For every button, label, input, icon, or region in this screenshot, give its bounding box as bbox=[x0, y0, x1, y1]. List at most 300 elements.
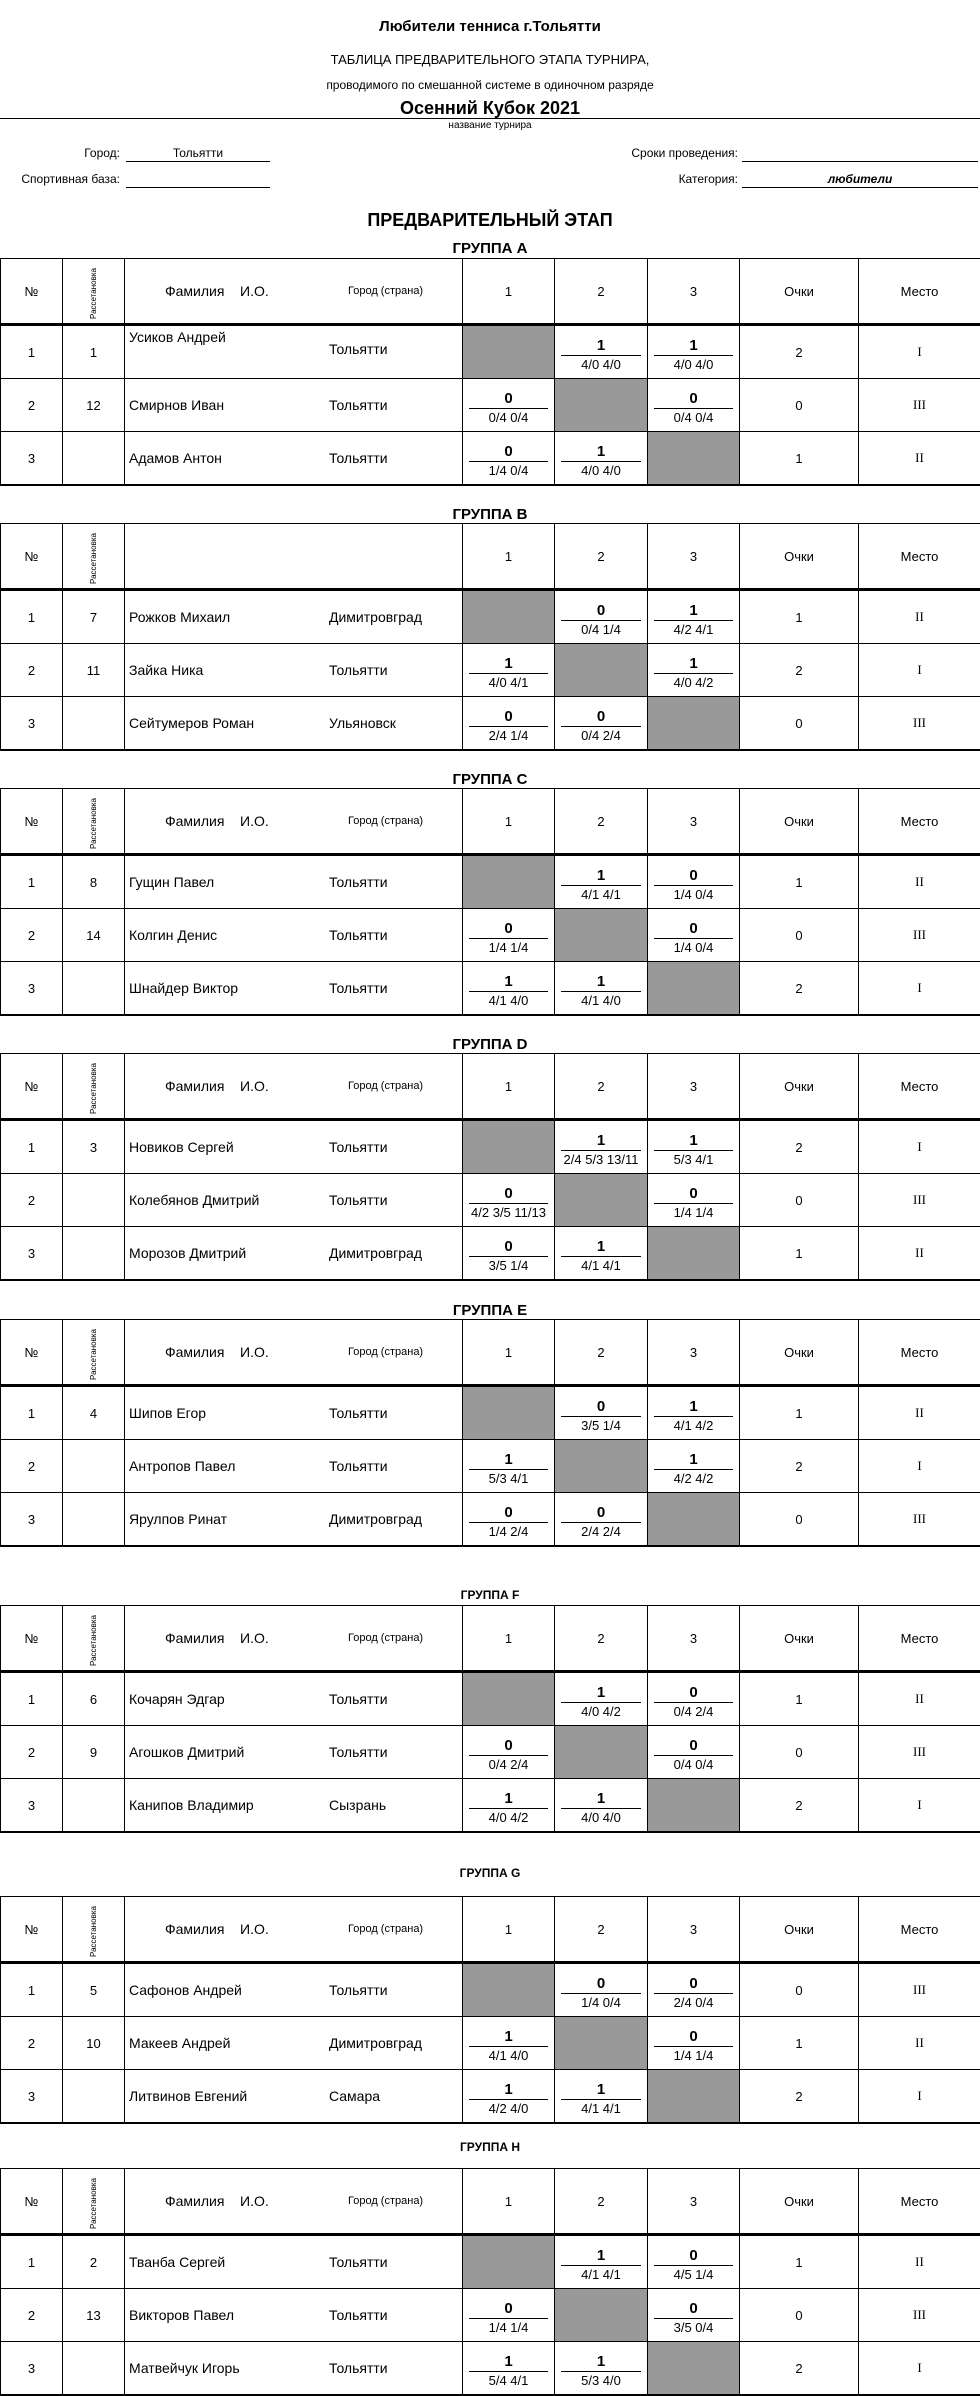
col-num-header: № bbox=[1, 1606, 63, 1672]
match-score bbox=[463, 2070, 554, 2122]
match-result-cell bbox=[555, 432, 648, 486]
player-name: Сафонов Андрей bbox=[125, 1982, 329, 1998]
match-result-cell bbox=[648, 2017, 740, 2070]
diagonal-cell bbox=[463, 1963, 555, 2017]
col-seed-header bbox=[63, 1054, 125, 1120]
diagonal-cell bbox=[463, 2235, 555, 2289]
match-result-cell bbox=[648, 1440, 740, 1493]
match-set-scores: 1/4 1/4 bbox=[654, 1203, 733, 1222]
player-row bbox=[1, 379, 980, 432]
place-value: III bbox=[859, 697, 980, 751]
match-win-flag: 1 bbox=[463, 2342, 554, 2371]
diagonal-cell bbox=[648, 1779, 740, 1833]
place-value: III bbox=[859, 909, 980, 962]
match-win-flag: 1 bbox=[463, 2070, 554, 2099]
match-set-scores: 0/4 0/4 bbox=[654, 1755, 733, 1774]
seed-header-text: Рассетановка bbox=[89, 268, 98, 319]
match-win-flag: 0 bbox=[648, 2289, 739, 2318]
match-result-cell bbox=[648, 644, 740, 697]
col-c2-header: 2 bbox=[555, 259, 648, 325]
match-win-flag: 0 bbox=[648, 856, 739, 885]
player-row bbox=[1, 1440, 980, 1493]
match-win-flag: 0 bbox=[555, 1387, 647, 1416]
player-row bbox=[1, 2289, 980, 2342]
table-subtitle: проводимого по смешанной системе в одиночном разряде bbox=[0, 78, 980, 92]
col-place-header: Место bbox=[859, 1897, 980, 1963]
col-points-header: Очки bbox=[740, 259, 859, 325]
player-row bbox=[1, 2235, 980, 2289]
match-win-flag: 0 bbox=[463, 697, 554, 726]
points-value: 2 bbox=[740, 1779, 859, 1833]
player-name: Шнайдер Виктор bbox=[125, 980, 329, 996]
match-score bbox=[555, 591, 647, 643]
col-num-header: № bbox=[1, 1897, 63, 1963]
player-info bbox=[125, 1174, 462, 1226]
group-title: ГРУППА E bbox=[0, 1302, 980, 1319]
col-c3-header: 3 bbox=[648, 1320, 740, 1386]
player-name-city bbox=[125, 2254, 388, 2270]
match-score bbox=[463, 432, 554, 484]
match-set-scores: 4/2 4/2 bbox=[654, 1469, 733, 1488]
col-name-header bbox=[125, 259, 463, 325]
match-set-scores: 4/0 4/2 bbox=[654, 673, 733, 692]
player-name: Смирнов Иван bbox=[125, 397, 329, 413]
surname-header bbox=[125, 813, 330, 829]
name-header bbox=[125, 2169, 462, 2233]
col-name-header bbox=[125, 789, 463, 855]
group-table bbox=[0, 2168, 980, 2396]
points-value: 1 bbox=[740, 590, 859, 644]
points-value: 0 bbox=[740, 379, 859, 432]
group-table bbox=[0, 788, 980, 1016]
place-value: I bbox=[859, 2342, 980, 2396]
match-score bbox=[555, 1673, 647, 1725]
player-name: Гущин Павел bbox=[125, 874, 329, 890]
match-score bbox=[555, 432, 647, 484]
seed-header-text: Рассетановка bbox=[89, 1063, 98, 1114]
match-set-scores: 4/2 4/1 bbox=[654, 620, 733, 639]
match-set-scores: 4/0 4/0 bbox=[561, 1808, 641, 1827]
match-win-flag: 0 bbox=[648, 1174, 739, 1203]
player-row bbox=[1, 2342, 980, 2396]
match-result-cell bbox=[555, 855, 648, 909]
player-name: Литвинов Евгений bbox=[125, 2088, 329, 2104]
player-info bbox=[125, 1779, 462, 1831]
match-result-cell bbox=[555, 2235, 648, 2289]
match-result-cell bbox=[463, 2070, 555, 2124]
place-value: I bbox=[859, 644, 980, 697]
col-seed-header bbox=[63, 1606, 125, 1672]
match-set-scores: 5/3 4/0 bbox=[561, 2371, 641, 2390]
match-win-flag: 1 bbox=[648, 1440, 739, 1469]
diagonal-cell bbox=[463, 590, 555, 644]
seed-number: 7 bbox=[63, 590, 125, 644]
player-cell bbox=[125, 379, 463, 432]
player-info bbox=[125, 379, 462, 431]
col-place-header: Место bbox=[859, 1320, 980, 1386]
diagonal-cell bbox=[463, 855, 555, 909]
header-row bbox=[1, 2169, 980, 2235]
place-value: III bbox=[859, 379, 980, 432]
player-name: Шипов Егор bbox=[125, 1405, 329, 1421]
match-score bbox=[463, 1174, 554, 1226]
venue-value bbox=[126, 172, 270, 188]
match-win-flag: 1 bbox=[648, 326, 739, 355]
col-c1-header: 1 bbox=[463, 1606, 555, 1672]
col-c2-header: 2 bbox=[555, 1897, 648, 1963]
player-name-city bbox=[125, 2088, 380, 2104]
header-row bbox=[1, 1320, 980, 1386]
header-row bbox=[1, 1897, 980, 1963]
player-cell bbox=[125, 1174, 463, 1227]
player-row bbox=[1, 1227, 980, 1281]
surname-header-text: Фамилия bbox=[165, 1630, 224, 1646]
player-row bbox=[1, 432, 980, 486]
match-win-flag: 0 bbox=[463, 909, 554, 938]
seed-number: 8 bbox=[63, 855, 125, 909]
player-city: Тольятти bbox=[329, 1139, 388, 1155]
col-points-header: Очки bbox=[740, 524, 859, 590]
points-value: 0 bbox=[740, 1174, 859, 1227]
player-name-city bbox=[125, 1139, 388, 1155]
diagonal-cell bbox=[648, 1227, 740, 1281]
row-number: 1 bbox=[1, 1120, 63, 1174]
match-score bbox=[648, 1387, 739, 1439]
match-win-flag: 0 bbox=[648, 909, 739, 938]
match-score bbox=[463, 1493, 554, 1545]
group-title: ГРУППА A bbox=[0, 240, 980, 257]
match-score bbox=[555, 1964, 647, 2016]
diagonal-cell bbox=[555, 1174, 648, 1227]
match-set-scores: 1/4 1/4 bbox=[654, 2046, 733, 2065]
group-table bbox=[0, 1896, 980, 2124]
points-value: 1 bbox=[740, 1227, 859, 1281]
col-c3-header: 3 bbox=[648, 1606, 740, 1672]
category-value: любители bbox=[742, 172, 978, 188]
row-number: 3 bbox=[1, 962, 63, 1016]
row-number: 1 bbox=[1, 1963, 63, 2017]
player-row bbox=[1, 1672, 980, 1726]
surname-header bbox=[125, 1078, 330, 1094]
player-city: Димитровград bbox=[329, 2035, 422, 2051]
player-row bbox=[1, 1726, 980, 1779]
player-name-city bbox=[125, 1192, 388, 1208]
player-name: Новиков Сергей bbox=[125, 1139, 329, 1155]
match-result-cell bbox=[555, 325, 648, 379]
player-cell bbox=[125, 1120, 463, 1174]
match-result-cell bbox=[463, 2017, 555, 2070]
player-name: Агошков Дмитрий bbox=[125, 1744, 329, 1760]
player-city: Тольятти bbox=[329, 662, 388, 678]
player-name: Макеев Андрей bbox=[125, 2035, 329, 2051]
match-score bbox=[463, 2289, 554, 2341]
match-win-flag: 1 bbox=[555, 1673, 647, 1702]
header-row bbox=[1, 1054, 980, 1120]
match-result-cell bbox=[463, 909, 555, 962]
place-value: II bbox=[859, 1227, 980, 1281]
place-value: II bbox=[859, 855, 980, 909]
player-info bbox=[125, 1227, 462, 1279]
match-set-scores: 0/4 0/4 bbox=[469, 408, 548, 427]
match-result-cell bbox=[648, 1672, 740, 1726]
match-set-scores: 4/2 4/0 bbox=[469, 2099, 548, 2118]
match-score bbox=[555, 1493, 647, 1545]
match-score bbox=[648, 1121, 739, 1173]
initials-header-text: И.О. bbox=[240, 813, 269, 829]
player-city: Тольятти bbox=[329, 1982, 388, 1998]
player-city: Тольятти bbox=[329, 927, 388, 943]
place-value: I bbox=[859, 1120, 980, 1174]
match-win-flag: 1 bbox=[555, 1227, 647, 1256]
player-info bbox=[125, 1964, 462, 2016]
city-header-text: Город (страна) bbox=[330, 1346, 423, 1358]
match-set-scores: 3/5 1/4 bbox=[469, 1256, 548, 1275]
player-name: Матвейчук Игорь bbox=[125, 2360, 329, 2376]
col-num-header: № bbox=[1, 259, 63, 325]
match-win-flag: 1 bbox=[555, 326, 647, 355]
col-place-header: Место bbox=[859, 259, 980, 325]
player-cell bbox=[125, 2289, 463, 2342]
match-win-flag: 0 bbox=[463, 1227, 554, 1256]
match-set-scores: 1/4 0/4 bbox=[469, 461, 548, 480]
tournament-name: Осенний Кубок 2021 bbox=[0, 98, 980, 119]
seed-number: 13 bbox=[63, 2289, 125, 2342]
seed-number bbox=[63, 2070, 125, 2124]
player-row bbox=[1, 855, 980, 909]
player-cell bbox=[125, 2342, 463, 2396]
col-place-header: Место bbox=[859, 1606, 980, 1672]
header-row bbox=[1, 524, 980, 590]
player-row bbox=[1, 2017, 980, 2070]
group-title: ГРУППА C bbox=[0, 771, 980, 788]
match-result-cell bbox=[648, 1963, 740, 2017]
match-score bbox=[463, 1779, 554, 1831]
match-win-flag: 0 bbox=[648, 379, 739, 408]
diagonal-cell bbox=[555, 2017, 648, 2070]
name-header bbox=[125, 1897, 462, 1961]
match-set-scores: 2/4 2/4 bbox=[561, 1522, 641, 1541]
match-win-flag: 0 bbox=[463, 1726, 554, 1755]
match-result-cell bbox=[555, 1227, 648, 1281]
diagonal-cell bbox=[648, 2070, 740, 2124]
player-cell bbox=[125, 1227, 463, 1281]
points-value: 0 bbox=[740, 2289, 859, 2342]
match-score bbox=[463, 379, 554, 431]
player-name-city bbox=[125, 980, 388, 996]
match-score bbox=[648, 2236, 739, 2288]
col-points-header: Очки bbox=[740, 1897, 859, 1963]
row-number: 1 bbox=[1, 855, 63, 909]
place-value: I bbox=[859, 325, 980, 379]
match-result-cell bbox=[555, 962, 648, 1016]
match-result-cell bbox=[463, 697, 555, 751]
player-name: Зайка Ника bbox=[125, 662, 329, 678]
match-result-cell bbox=[463, 1779, 555, 1833]
seed-header-text: Рассетановка bbox=[89, 2178, 98, 2229]
diagonal-cell bbox=[648, 962, 740, 1016]
player-cell bbox=[125, 962, 463, 1016]
player-row bbox=[1, 590, 980, 644]
match-win-flag: 1 bbox=[463, 962, 554, 991]
col-place-header: Место bbox=[859, 1054, 980, 1120]
points-value: 0 bbox=[740, 909, 859, 962]
match-score bbox=[648, 1964, 739, 2016]
match-set-scores: 5/3 4/1 bbox=[654, 1150, 733, 1169]
points-value: 2 bbox=[740, 2070, 859, 2124]
surname-header-text: Фамилия bbox=[165, 813, 224, 829]
match-score bbox=[555, 1387, 647, 1439]
row-number: 3 bbox=[1, 432, 63, 486]
player-cell bbox=[125, 432, 463, 486]
match-set-scores: 2/4 5/3 13/11 bbox=[561, 1150, 641, 1169]
player-name: Тванба Сергей bbox=[125, 2254, 329, 2270]
col-c1-header: 1 bbox=[463, 2169, 555, 2235]
col-points-header: Очки bbox=[740, 1320, 859, 1386]
match-set-scores: 4/0 4/2 bbox=[469, 1808, 548, 1827]
dates-label: Сроки проведения: bbox=[560, 146, 738, 160]
player-name-city bbox=[125, 1744, 388, 1760]
match-score bbox=[555, 2236, 647, 2288]
player-info bbox=[125, 1121, 462, 1173]
player-name: Канипов Владимир bbox=[125, 1797, 329, 1813]
player-name: Ярулпов Ринат bbox=[125, 1511, 329, 1527]
player-city: Тольятти bbox=[329, 2254, 388, 2270]
initials-header-text: И.О. bbox=[240, 283, 269, 299]
city-header-text: Город (страна) bbox=[330, 1080, 423, 1092]
name-header bbox=[125, 1054, 462, 1118]
organizer-title: Любители тенниса г.Тольятти bbox=[0, 18, 980, 35]
points-value: 1 bbox=[740, 2017, 859, 2070]
category-label: Категория: bbox=[560, 172, 738, 186]
match-set-scores: 0/4 2/4 bbox=[654, 1702, 733, 1721]
player-name: Антропов Павел bbox=[125, 1458, 329, 1474]
col-seed-header bbox=[63, 1897, 125, 1963]
row-number: 3 bbox=[1, 1227, 63, 1281]
player-name: Колебянов Дмитрий bbox=[125, 1192, 329, 1208]
player-name-city bbox=[125, 662, 388, 678]
row-number: 2 bbox=[1, 1440, 63, 1493]
player-row bbox=[1, 1174, 980, 1227]
match-set-scores: 4/1 4/1 bbox=[561, 2099, 641, 2118]
col-c3-header: 3 bbox=[648, 1054, 740, 1120]
place-value: I bbox=[859, 2070, 980, 2124]
place-value: III bbox=[859, 1726, 980, 1779]
tournament-underline bbox=[0, 118, 980, 119]
match-set-scores: 4/0 4/0 bbox=[654, 355, 733, 374]
match-win-flag: 1 bbox=[555, 432, 647, 461]
player-name-city bbox=[125, 927, 388, 943]
points-value: 1 bbox=[740, 1672, 859, 1726]
diagonal-cell bbox=[463, 1672, 555, 1726]
match-result-cell bbox=[555, 1120, 648, 1174]
player-name-city bbox=[125, 1458, 388, 1474]
match-result-cell bbox=[463, 1440, 555, 1493]
group-title: ГРУППА D bbox=[0, 1036, 980, 1053]
match-win-flag: 0 bbox=[555, 697, 647, 726]
diagonal-cell bbox=[648, 1493, 740, 1547]
match-set-scores: 1/4 0/4 bbox=[654, 938, 733, 957]
seed-number: 9 bbox=[63, 1726, 125, 1779]
match-win-flag: 1 bbox=[463, 2017, 554, 2046]
name-header bbox=[125, 789, 462, 853]
player-info bbox=[125, 1726, 462, 1778]
row-number: 3 bbox=[1, 2342, 63, 2396]
player-info bbox=[125, 591, 462, 643]
col-c2-header: 2 bbox=[555, 2169, 648, 2235]
match-score bbox=[648, 1673, 739, 1725]
match-win-flag: 1 bbox=[648, 591, 739, 620]
match-win-flag: 0 bbox=[463, 1493, 554, 1522]
match-win-flag: 0 bbox=[648, 1964, 739, 1993]
match-result-cell bbox=[555, 1963, 648, 2017]
player-name: Кочарян Эдгар bbox=[125, 1691, 329, 1707]
player-name-city bbox=[125, 329, 388, 357]
player-city: Сызрань bbox=[329, 1797, 386, 1813]
player-name: Адамов Антон bbox=[125, 450, 329, 466]
match-set-scores: 0/4 1/4 bbox=[561, 620, 641, 639]
col-num-header: № bbox=[1, 2169, 63, 2235]
match-score bbox=[463, 909, 554, 961]
name-header bbox=[125, 1606, 462, 1670]
place-value: II bbox=[859, 2235, 980, 2289]
row-number: 1 bbox=[1, 1672, 63, 1726]
match-win-flag: 0 bbox=[555, 591, 647, 620]
surname-header-text: Фамилия bbox=[165, 2193, 224, 2209]
col-c1-header: 1 bbox=[463, 1320, 555, 1386]
player-name: Колгин Денис bbox=[125, 927, 329, 943]
match-set-scores: 2/4 0/4 bbox=[654, 1993, 733, 2012]
col-place-header: Место bbox=[859, 2169, 980, 2235]
dates-value bbox=[742, 146, 978, 162]
row-number: 2 bbox=[1, 2017, 63, 2070]
points-value: 0 bbox=[740, 1963, 859, 2017]
group-table bbox=[0, 258, 980, 486]
player-name-city bbox=[125, 450, 388, 466]
col-num-header: № bbox=[1, 1320, 63, 1386]
row-number: 1 bbox=[1, 325, 63, 379]
match-result-cell bbox=[463, 1227, 555, 1281]
match-result-cell bbox=[463, 1726, 555, 1779]
city-header-text: Город (страна) bbox=[330, 1632, 423, 1644]
player-info bbox=[125, 909, 462, 961]
match-result-cell bbox=[555, 2070, 648, 2124]
player-row bbox=[1, 909, 980, 962]
match-result-cell bbox=[648, 1386, 740, 1440]
points-value: 2 bbox=[740, 1120, 859, 1174]
player-row bbox=[1, 325, 980, 379]
match-score bbox=[463, 1227, 554, 1279]
col-name-header bbox=[125, 524, 463, 590]
player-city: Тольятти bbox=[329, 1405, 388, 1421]
seed-number bbox=[63, 1493, 125, 1547]
row-number: 3 bbox=[1, 1779, 63, 1833]
match-set-scores: 1/4 1/4 bbox=[469, 2318, 548, 2337]
match-set-scores: 1/4 0/4 bbox=[654, 885, 733, 904]
player-info bbox=[125, 1440, 462, 1492]
row-number: 3 bbox=[1, 2070, 63, 2124]
match-score bbox=[463, 1726, 554, 1778]
row-number: 3 bbox=[1, 697, 63, 751]
player-name-city bbox=[125, 1797, 386, 1813]
player-row bbox=[1, 1779, 980, 1833]
match-score bbox=[648, 591, 739, 643]
place-value: I bbox=[859, 1440, 980, 1493]
player-cell bbox=[125, 855, 463, 909]
seed-number bbox=[63, 432, 125, 486]
match-result-cell bbox=[648, 1174, 740, 1227]
player-info bbox=[125, 1673, 462, 1725]
match-score bbox=[648, 856, 739, 908]
